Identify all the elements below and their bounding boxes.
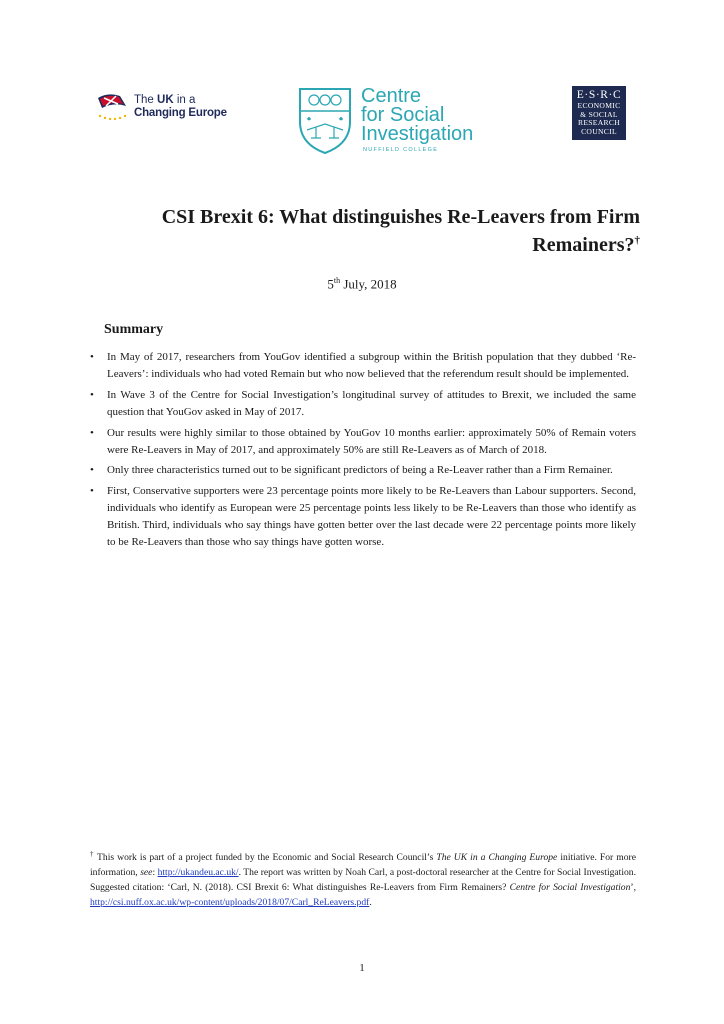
summary-heading: Summary bbox=[104, 322, 164, 337]
esrc-logo-acronym: E·S·R·C bbox=[576, 89, 622, 101]
list-item: • Only three characteristics turned out to be significant predictors of being a Re-Leaver rather than a Firm Remainer. bbox=[90, 462, 636, 479]
list-item: • In May of 2017, researchers from YouGov identified a subgroup within the British population that they dubbed ‘Re-Leavers’: individuals who had voted Remain but who now believed that the referendum result should be implemented. bbox=[90, 349, 636, 383]
document-date: 5th July, 2018 bbox=[327, 276, 397, 292]
footnote: † This work is part of a project funded by the Economic and Social Research Council’s The UK in a Changing Europe initiative. For more information, see: http://ukandeu.ac.uk/. The report was written by Noah Carl, a post-doctoral researcher at the Centre for Social Investigation. Suggested citation: ‘Carl, N. (2018). CSI Brexit 6: What distinguishes Re-Leavers from Firm Remainers? Centre for Social Investigation’, http://csi.nuff.ox.ac.uk/wp-content/uploads/2018/07/Carl_ReLeavers.pdf. bbox=[90, 849, 636, 908]
title-line2: Remainers?† bbox=[532, 234, 640, 256]
ukice-logo-line1: The UK in a bbox=[134, 94, 196, 106]
ukice-logo bbox=[96, 92, 226, 122]
union-flag-stars-icon bbox=[96, 92, 132, 122]
esrc-logo-name: ECONOMIC & SOCIAL RESEARCH COUNCIL bbox=[577, 101, 621, 136]
csi-logo-word-investigation: Investigation bbox=[361, 123, 474, 145]
page-number: 1 bbox=[359, 962, 365, 974]
csi-logo-word-for-social: for Social bbox=[361, 104, 445, 126]
csi-shield-icon bbox=[297, 86, 353, 156]
csi-logo bbox=[297, 86, 487, 158]
list-item: • First, Conservative supporters were 23 percentage points more likely to be Re-Leavers than Labour supporters. Second, individuals who identify as European were 25 percentage points less likely to be Re-Leavers than those who identify as British. Third, individuals who say things have gotten better over the last decade were 22 percentage points more likely to be Re-Leavers than those who say things have gotten worse. bbox=[90, 483, 636, 551]
list-item: • In Wave 3 of the Centre for Social Investigation’s longitudinal survey of attitudes to Brexit, we included the same question that YouGov asked in May of 2017. bbox=[90, 387, 636, 421]
title-line1: CSI Brexit 6: What distinguishes Re-Leavers from Firm bbox=[161, 206, 640, 228]
ukice-logo-line2: Changing Europe bbox=[134, 107, 227, 119]
summary-list bbox=[90, 349, 636, 555]
document-title bbox=[95, 203, 640, 259]
footnote-link-ukandeu[interactable]: http://ukandeu.ac.uk/ bbox=[157, 867, 239, 878]
list-item: • Our results were highly similar to those obtained by YouGov 10 months earlier: approximately 50% of Remain voters were Re-Leavers in May of 2017, and approximately 50% are still Re-Leavers as of March of 2018. bbox=[90, 425, 636, 459]
csi-logo-college: NUFFIELD COLLEGE bbox=[363, 147, 439, 153]
footnote-link-report[interactable]: http://csi.nuff.ox.ac.uk/wp-content/uploads/2018/07/Carl_ReLeavers.pdf bbox=[90, 897, 370, 908]
esrc-logo bbox=[572, 86, 626, 140]
title-dagger: † bbox=[634, 234, 640, 247]
csi-logo-word-centre: Centre bbox=[361, 85, 422, 107]
